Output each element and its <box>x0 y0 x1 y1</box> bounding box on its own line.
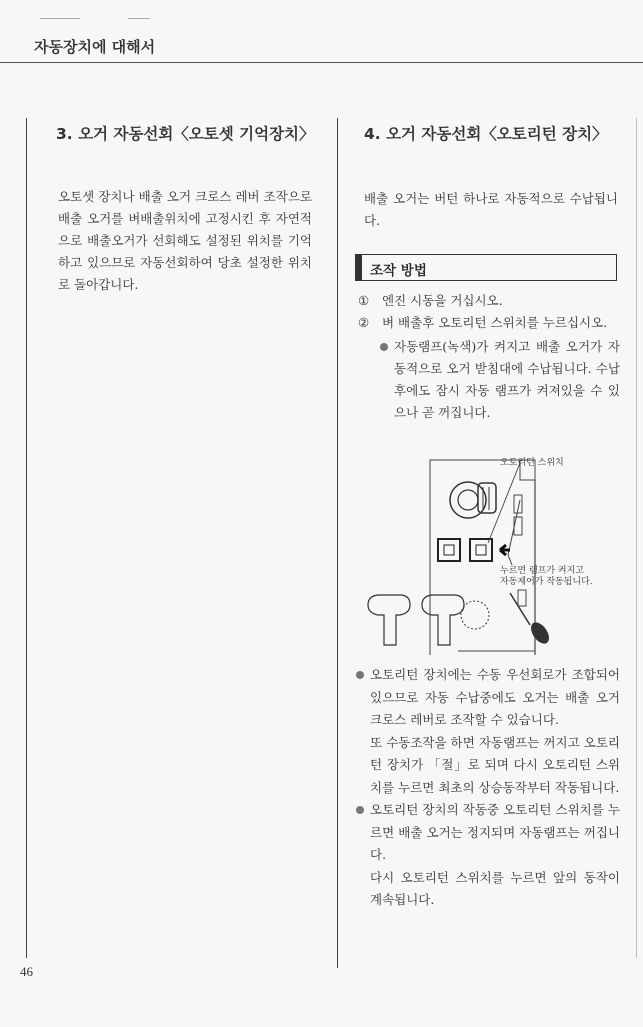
step-note <box>380 336 620 424</box>
section-3-heading: 3. 오거 자동선회〈오토셋 기억장치〉 <box>56 125 315 143</box>
operation-steps <box>358 290 620 424</box>
callout-press-lamp: 누르면 램프가 켜지고 <box>500 566 584 576</box>
note-item <box>356 664 620 732</box>
lamp-button-icon <box>438 539 460 561</box>
note-continuation: 다시 오토리턴 스위치를 누르면 앞의 동작이 계속됩니다. <box>370 869 620 907</box>
note-text: 오토리턴 장치의 작동중 오토리턴 스위치를 누르면 배출 오거는 정지되며 자동램프는 꺼집니다. <box>370 802 620 862</box>
header-rule <box>0 62 643 63</box>
note-continuation: 또 수동조작을 하면 자동램프는 꺼지고 오토리턴 장치가 「절」로 되며 다시 오토리턴 스위치를 누르면 최초의 상승동작부터 작동됩니다. <box>370 734 620 795</box>
step-item <box>358 290 620 312</box>
bullet-dot-icon <box>380 343 388 351</box>
center-column-rule <box>337 118 338 968</box>
step-number: ② <box>358 315 370 330</box>
section-3-text: 오토셋 장치나 배출 오거 크로스 레버 조작으로 배출 오거를 벼배출위치에 고정시킨 후 자연적으로 배출오거가 선회해도 설정된 위치를 기억하고 있으므로 자동선회하여 당초 설정한 위치로 돌아갑니다. <box>58 189 312 292</box>
lever-knob-icon <box>527 619 552 647</box>
lever-icon <box>510 593 530 625</box>
callout-auto-return-switch: 오토리턴 스위치 <box>500 458 564 468</box>
notes-list <box>356 664 620 912</box>
callout-auto-control: 자동제어가 작동됩니다. <box>500 577 593 587</box>
right-edge-rule <box>636 118 637 958</box>
operation-method-label: 조작 방법 <box>370 263 427 279</box>
lever-handle-icon <box>368 595 410 645</box>
auto-return-switch-illustration <box>360 455 622 655</box>
gear-icon <box>461 601 489 629</box>
method-box-bar <box>356 255 362 280</box>
scan-mark <box>128 18 150 19</box>
section-3-body <box>58 186 312 296</box>
page-number: 46 <box>20 964 33 979</box>
bullet-dot-icon <box>356 806 364 814</box>
note-item <box>356 799 620 867</box>
operation-method-box <box>355 254 617 281</box>
step-text: 벼 배출후 오토리턴 스위치를 누르십시오. <box>382 315 608 330</box>
bullet-dot-icon <box>356 671 364 679</box>
page-header: 자동장치에 대해서 <box>34 38 156 56</box>
section-4-intro-text: 배출 오거는 버턴 하나로 자동적으로 수납됩니다. <box>364 191 618 228</box>
scan-mark <box>40 18 80 19</box>
step-item <box>358 312 620 334</box>
step-note-text: 자동램프(녹색)가 켜지고 배출 오거가 자동적으로 오거 받침대에 수납됩니다. 수납후에도 잠시 자동 램프가 켜져있을 수 있으나 곧 꺼집니다. <box>394 339 620 420</box>
section-4-intro <box>364 188 618 232</box>
left-column-rule <box>26 118 27 958</box>
step-text: 엔진 시동을 거십시오. <box>382 293 503 308</box>
lever-handle-icon <box>422 595 464 645</box>
step-number: ① <box>358 293 370 308</box>
note-text: 오토리턴 장치에는 수동 우선회로가 조합되어 있으므로 자동 수납중에도 오거는 배출 오거 크로스 레버로 조작할 수 있습니다. <box>370 667 620 727</box>
section-4-heading: 4. 오거 자동선회〈오토리턴 장치〉 <box>364 125 608 143</box>
